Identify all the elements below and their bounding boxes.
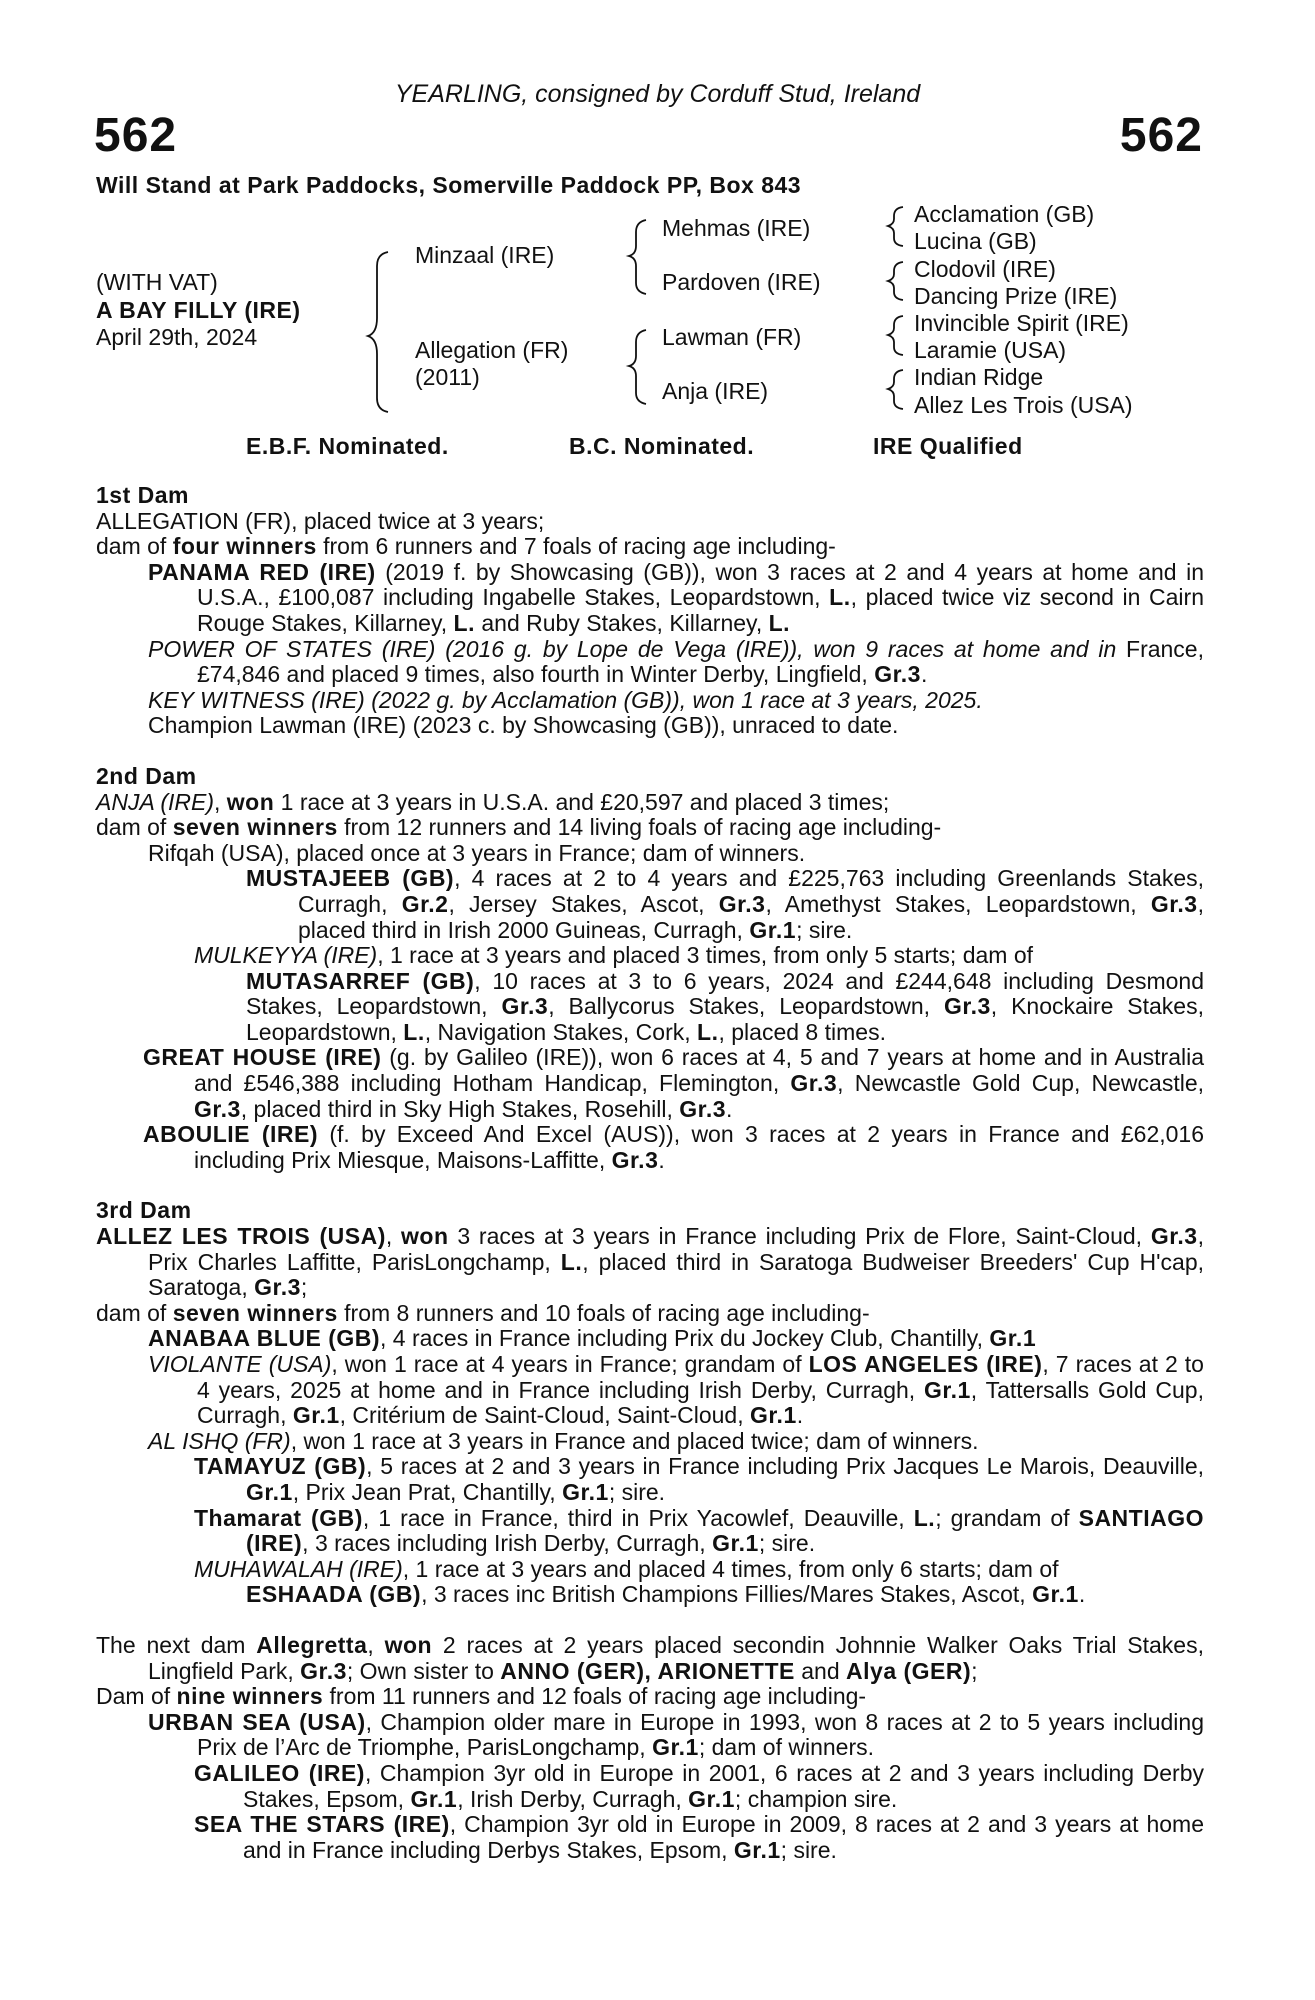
produce-mulkeyya: MULKEYYA (IRE), 1 race at 3 years and placed 3 times, from only 5 starts; dam of — [194, 942, 1034, 969]
dam-dam: Anja (IRE) — [662, 378, 769, 404]
lot-horse-name: A BAY FILLY (IRE) — [96, 297, 301, 323]
sdd: Dancing Prize (IRE) — [914, 283, 1118, 309]
produce-rifqah: Rifqah (USA), placed once at 3 years in France; dam of winners. — [148, 839, 806, 866]
produce-power-of-states: POWER OF STATES (IRE) (2016 g. by Lope de Vega (IRE)), won 9 races at home and in France, £74,846 and placed 9 times, also fourth in Winter Derby, Lingfield, Gr.3. — [148, 635, 1204, 688]
next-dam-line: The next dam Allegretta, won 2 races at 2 years placed secondin Johnnie Walker Oaks Trial Stakes, Lingfield Park, Gr.3; Own sister to ANNO (GER), ARIONETTE and Alya (GER); — [96, 1631, 1204, 1684]
produce-galileo: GALILEO (IRE), Champion 3yr old in Europe in 2001, 6 races at 2 and 3 years including Derby Stakes, Epsom, Gr.1, Irish Derby, Curragh, Gr.1; champion sire. — [194, 1759, 1204, 1812]
vat-note: (WITH VAT) — [96, 269, 218, 295]
produce-urban-sea: URBAN SEA (USA), Champion older mare in Europe in 1993, won 8 races at 2 to 5 years including Prix de l’Arc de Triomphe, ParisLongchamp, Gr.1; dam of winners. — [148, 1708, 1204, 1761]
lot-number-right: 562 — [1119, 109, 1203, 162]
third-dam-summary: dam of seven winners from 8 runners and 10 foals of racing age including- — [96, 1299, 870, 1326]
sire-dam: Pardoven (IRE) — [662, 269, 821, 295]
produce-mustajeeb: MUSTAJEEB (GB), 4 races at 2 to 4 years and £225,763 including Greenlands Stakes, Curragh, Gr.2, Jersey Stakes, Ascot, Gr.3, Amethyst Stakes, Leopardstown, Gr.3, placed third in Irish 2000 Guineas, Curragh, Gr.1; sire. — [246, 865, 1205, 943]
bracket-sire — [629, 220, 646, 294]
produce-record — [96, 483, 1204, 1863]
lot-number-left: 562 — [94, 109, 178, 162]
produce-great-house: GREAT HOUSE (IRE) (g. by Galileo (IRE)), won 6 races at 4, 5 and 7 years at home and in Australia and £546,388 including Hotham Handicap, Flemington, Gr.3, Newcastle Gold Cup, Newcastle, Gr.3, placed third in Sky High Stakes, Rosehill, Gr.3. — [143, 1044, 1204, 1122]
sire-name: Minzaal (IRE) — [415, 242, 555, 268]
produce-panama-red: PANAMA RED (IRE) (2019 f. by Showcasing (GB)), won 3 races at 2 and 4 years at home and in U.S.A., £100,087 including Ingabelle Stakes, Leopardstown, L., placed twice viz second in Cairn Rouge Stakes, Killarney, L. and Ruby Stakes, Killarney, L. — [148, 558, 1204, 636]
produce-champion-lawman: Champion Lawman (IRE) (2023 c. by Showcasing (GB)), unraced to date. — [148, 712, 899, 739]
third-dam-line: ALLEZ LES TROIS (USA), won 3 races at 3 years in France including Prix de Flore, Saint-Cloud, Gr.3, Prix Charles Laffitte, ParisLongchamp, L., placed third in Saratoga Budweiser Breeders' Cup H'cap, Saratoga, Gr.3; — [96, 1223, 1204, 1301]
dam-name: Allegation (FR) — [415, 337, 569, 363]
ebf-nominated: E.B.F. Nominated. — [246, 433, 449, 459]
produce-violante: VIOLANTE (USA), won 1 race at 4 years in France; grandam of LOS ANGELES (IRE), 7 races at 2 to 4 years, 2025 at home and in France including Irish Derby, Curragh, Gr.1, Tattersalls Gold Cup, Curragh, Gr.1, Critérium de Saint-Cloud, Saint-Cloud, Gr.1. — [148, 1351, 1204, 1429]
dsd: Laramie (USA) — [914, 337, 1067, 363]
produce-al-ishq: AL ISHQ (FR), won 1 race at 3 years in France and placed twice; dam of winners. — [148, 1427, 979, 1454]
next-dam-summary: Dam of nine winners from 11 runners and 12 foals of racing age including- — [96, 1683, 867, 1710]
second-dam-line: ANJA (IRE), won 1 race at 3 years in U.S.A. and £20,597 and placed 3 times; — [96, 788, 890, 815]
first-dam-line: ALLEGATION (FR), placed twice at 3 years; — [96, 507, 545, 534]
dss: Invincible Spirit (IRE) — [914, 310, 1129, 336]
produce-anabaa-blue: ANABAA BLUE (GB), 4 races in France including Prix du Jockey Club, Chantilly, Gr.1 — [148, 1325, 1037, 1352]
bracket-d2 — [888, 370, 903, 409]
third-dam-heading: 3rd Dam — [96, 1197, 192, 1224]
ire-qualified: IRE Qualified — [873, 433, 1023, 459]
sire-sire: Mehmas (IRE) — [662, 215, 811, 241]
ssd: Lucina (GB) — [914, 228, 1037, 254]
produce-muhawalah: MUHAWALAH (IRE), 1 race at 3 years and placed 4 times, from only 6 starts; dam of — [194, 1555, 1059, 1582]
first-dam-summary: dam of four winners from 6 runners and 7 foals of racing age including- — [96, 533, 836, 560]
first-dam-heading: 1st Dam — [96, 482, 189, 508]
dds: Indian Ridge — [914, 364, 1044, 390]
dam-year: (2011) — [415, 364, 480, 390]
ddd: Allez Les Trois (USA) — [914, 392, 1133, 418]
second-dam-heading: 2nd Dam — [96, 762, 197, 789]
second-dam-summary: dam of seven winners from 12 runners and 14 living foals of racing age including- — [96, 814, 942, 841]
sss: Acclamation (GB) — [914, 201, 1095, 227]
produce-tamayuz: TAMAYUZ (GB), 5 races at 2 and 3 years in France including Prix Jacques Le Marois, Deauville, Gr.1, Prix Jean Prat, Chantilly, Gr.1; sire. — [194, 1453, 1204, 1505]
produce-aboulie: ABOULIE (IRE) (f. by Exceed And Excel (AUS)), won 3 races at 2 years in France and £62,016 including Prix Miesque, Maisons-Laffitte, Gr.3. — [143, 1121, 1204, 1173]
produce-eshaada: ESHAADA (GB), 3 races inc British Champions Fillies/Mares Stakes, Ascot, Gr.1. — [246, 1581, 1086, 1608]
produce-mutasarref: MUTASARREF (GB), 10 races at 3 to 6 years, 2024 and £244,648 including Desmond Stakes, Leopardstown, Gr.3, Ballycorus Stakes, Leopardstown, Gr.3, Knockaire Stakes, Leopardstown, L., Navigation Stakes, Cork, L., placed 8 times. — [246, 967, 1204, 1045]
sds: Clodovil (IRE) — [914, 256, 1056, 282]
bracket-s2 — [888, 262, 903, 300]
bracket-dam — [629, 330, 646, 404]
stand-location: Will Stand at Park Paddocks, Somerville Paddock PP, Box 843 — [96, 172, 802, 198]
produce-thamarat: Thamarat (GB), 1 race in France, third in Prix Yacowlef, Deauville, L.; grandam of SANTIAGO (IRE), 3 races including Irish Derby, Curragh, Gr.1; sire. — [194, 1504, 1204, 1557]
foaling-date: April 29th, 2024 — [96, 324, 258, 350]
dam-sire: Lawman (FR) — [662, 324, 802, 350]
bracket-s1 — [888, 207, 903, 246]
bc-nominated: B.C. Nominated. — [569, 433, 755, 459]
bracket-d1 — [888, 316, 903, 355]
produce-key-witness: KEY WITNESS (IRE) (2022 g. by Acclamation (GB)), won 1 race at 3 years, 2025. — [148, 686, 983, 713]
consignor-line: YEARLING, consigned by Corduff Stud, Ireland — [394, 80, 921, 108]
bracket-main — [368, 252, 388, 412]
produce-sea-the-stars: SEA THE STARS (IRE), Champion 3yr old in Europe in 2009, 8 races at 2 and 3 years at home and in France including Derbys Stakes, Epsom, Gr.1; sire. — [194, 1811, 1204, 1863]
